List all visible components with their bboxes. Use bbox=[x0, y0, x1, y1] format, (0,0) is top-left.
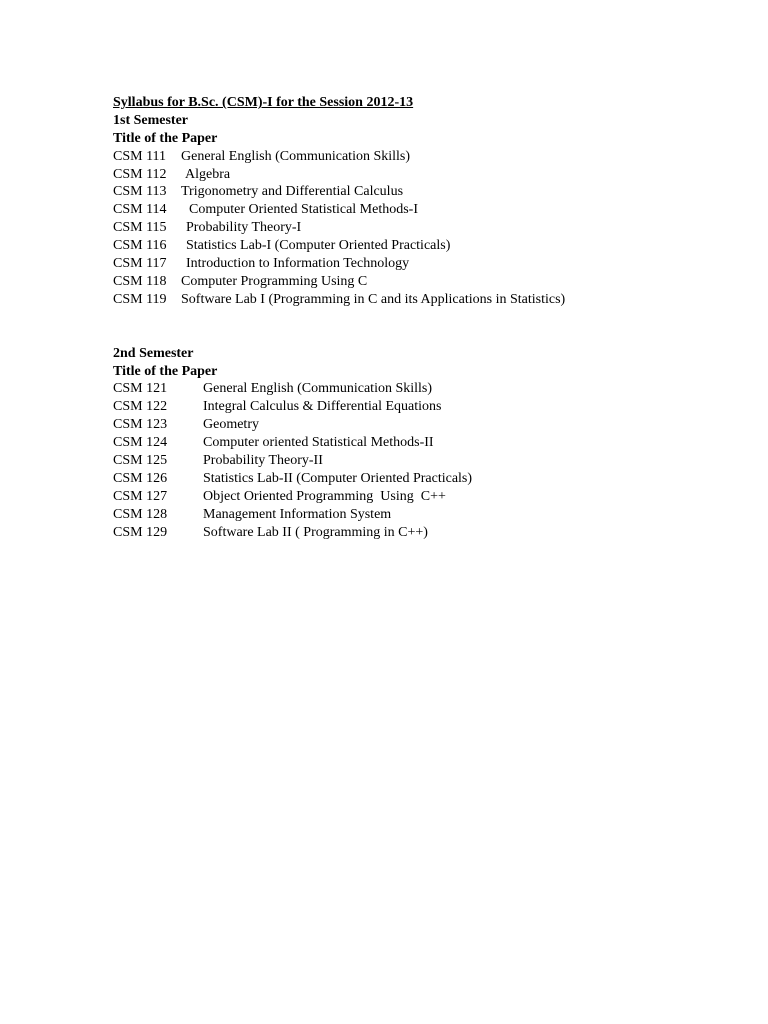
paper-title: Statistics Lab-I (Computer Oriented Practicals) bbox=[186, 238, 451, 254]
semester-2-column-title: Title of the Paper bbox=[113, 363, 218, 379]
paper-row bbox=[113, 255, 733, 273]
paper-code: CSM 111 bbox=[113, 148, 167, 164]
paper-row bbox=[113, 524, 733, 542]
section-spacer bbox=[113, 309, 733, 345]
paper-title: Software Lab II ( Programming in C++) bbox=[203, 524, 428, 540]
paper-title: Probability Theory-II bbox=[203, 453, 323, 469]
paper-code: CSM 112 bbox=[113, 166, 167, 182]
paper-row bbox=[113, 416, 733, 434]
paper-title: Statistics Lab-II (Computer Oriented Practicals) bbox=[203, 470, 473, 486]
paper-row bbox=[113, 166, 733, 184]
paper-row bbox=[113, 488, 733, 506]
paper-row bbox=[113, 291, 733, 309]
paper-code: CSM 118 bbox=[113, 273, 167, 289]
syllabus-document bbox=[113, 94, 733, 541]
paper-row bbox=[113, 183, 733, 201]
semester-1-column-title: Title of the Paper bbox=[113, 130, 218, 146]
paper-code: CSM 114 bbox=[113, 202, 167, 218]
paper-code: CSM 124 bbox=[113, 435, 168, 451]
paper-title: Probability Theory-I bbox=[186, 220, 302, 236]
paper-code: CSM 117 bbox=[113, 256, 167, 272]
paper-title: General English (Communication Skills) bbox=[203, 381, 433, 397]
paper-code: CSM 122 bbox=[113, 399, 168, 415]
paper-row bbox=[113, 506, 733, 524]
paper-title: Computer oriented Statistical Methods-II bbox=[203, 435, 434, 451]
paper-code: CSM 123 bbox=[113, 417, 168, 433]
paper-code: CSM 128 bbox=[113, 506, 168, 522]
paper-title: Integral Calculus & Differential Equations bbox=[203, 399, 442, 415]
paper-code: CSM 116 bbox=[113, 238, 167, 254]
paper-code: CSM 115 bbox=[113, 220, 167, 236]
paper-row bbox=[113, 273, 733, 291]
paper-code: CSM 121 bbox=[113, 381, 168, 397]
paper-row bbox=[113, 380, 733, 398]
semester-1-label: 1st Semester bbox=[113, 112, 189, 128]
paper-title: Geometry bbox=[203, 417, 259, 433]
paper-row bbox=[113, 201, 733, 219]
paper-row bbox=[113, 219, 733, 237]
paper-title: Algebra bbox=[185, 166, 231, 182]
paper-row bbox=[113, 237, 733, 255]
paper-title: Introduction to Information Technology bbox=[186, 256, 410, 272]
paper-row bbox=[113, 434, 733, 452]
paper-title: Trigonometry and Differential Calculus bbox=[181, 184, 404, 200]
paper-title: Computer Oriented Statistical Methods-I bbox=[189, 202, 419, 218]
paper-code: CSM 127 bbox=[113, 488, 168, 504]
paper-row bbox=[113, 398, 733, 416]
paper-title: General English (Communication Skills) bbox=[181, 148, 411, 164]
paper-title: Object Oriented Programming Using C++ bbox=[203, 488, 446, 504]
semester-2-label: 2nd Semester bbox=[113, 345, 194, 361]
paper-code: CSM 119 bbox=[113, 291, 167, 307]
paper-title: Management Information System bbox=[203, 506, 392, 522]
semester-1-paper-list bbox=[113, 148, 733, 309]
paper-row bbox=[113, 470, 733, 488]
paper-code: CSM 125 bbox=[113, 453, 168, 469]
paper-code: CSM 126 bbox=[113, 470, 168, 486]
paper-row bbox=[113, 452, 733, 470]
document-heading: Syllabus for B.Sc. (CSM)-I for the Session 2012-13 bbox=[113, 95, 414, 110]
paper-code: CSM 113 bbox=[113, 184, 167, 200]
semester-2-paper-list bbox=[113, 380, 733, 541]
paper-code: CSM 129 bbox=[113, 524, 168, 540]
paper-title: Computer Programming Using C bbox=[181, 273, 368, 289]
paper-row bbox=[113, 148, 733, 166]
paper-title: Software Lab I (Programming in C and its Applications in Statistics) bbox=[181, 291, 566, 307]
